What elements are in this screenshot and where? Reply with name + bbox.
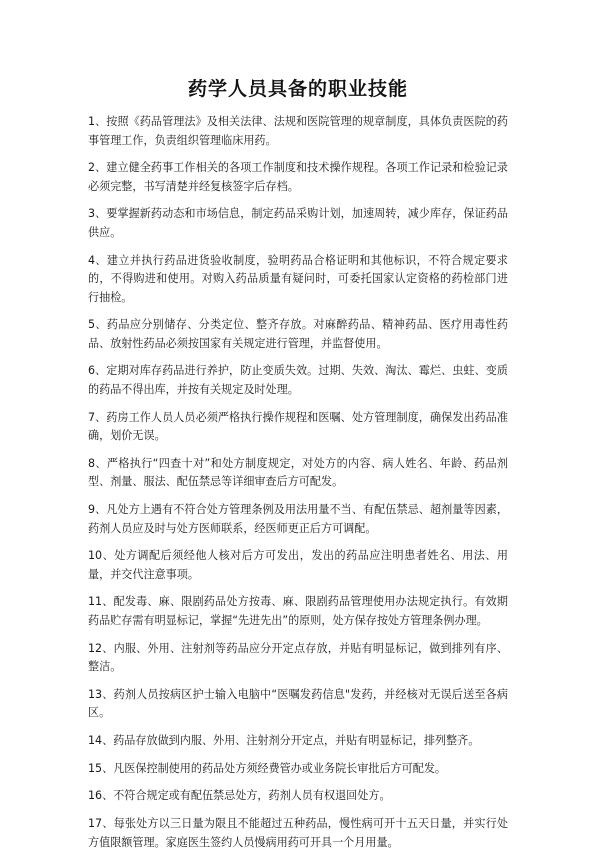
regulation-item: 13、药剂人员按病区护士输入电脑中“医嘱发药信息"发药，并经核对无误后送至各病区。 [88,687,508,720]
regulation-item: 12、内服、外用、注射剂等药品应分开定点存放，并贴有明显标记，做到排列有序、整洁。 [88,641,508,674]
regulation-item: 7、药房工作人员人员必须严格执行操作规程和医嘱、处方管理制度，确保发出药品准确，划价无误。 [88,410,508,443]
regulation-item: 8、严格执行“四查十对”和处方制度规定，对处方的内容、病人姓名、年龄、药品剂型、剂量、服法、配伍禁忌等详细审查后方可配发。 [88,456,508,489]
regulation-item: 16、不符合规定或有配伍禁忌处方，药剂人员有权退回处方。 [88,789,391,803]
regulation-item: 3、要掌握新药动态和市场信息，制定药品采购计划，加速周转，减少库存，保证药品供应。 [88,207,508,239]
regulation-item: 10、处方调配后须经他人核对后方可发出，发出的药品应注明患者姓名、用法、用量，并交代注意事项。 [88,549,508,581]
regulation-item: 1、按照《药品管理法》及相关法律、法规和医院管理的规章制度，具体负责医院的药事管理工作，负责组织管理临床用药。 [88,115,508,147]
document-title: 药学人员具备的职业技能 [187,78,408,100]
regulation-item: 5、药品应分别储存、分类定位、整齐存放。对麻醉药品、精神药品、医疗用毒性药品、放射性药品必须按国家有关规定进行管理，并监督使用。 [88,318,508,350]
regulation-item: 11、配发毒、麻、限剧药品处方按毒、麻、限剧药品管理使用办法规定执行。有效期药品贮存需有明显标记，掌握“先进先出”的原则，处方保存按处方管理条例办理。 [88,595,508,627]
regulation-item: 14、药品存放做到内服、外用、注射剂分开定点，并贴有明显标记，排列整齐。 [88,733,480,747]
regulation-item: 4、建立并执行药品进货验收制度，验明药品合格证明和其他标识，不符合规定要求的，不得购进和使用。对购入药品质量有疑问时，可委托国家认定资格的药检部门进行抽检。 [88,253,508,304]
regulation-list [88,113,508,852]
regulation-item: 17、每张处方以三日量为限且不能超过五种药品，慢性病可开十五天日量，并实行处方值限额管理。家庭医生签约人员慢病用药可开具一个月用量。 [88,817,508,849]
regulation-item: 15、凡医保控制使用的药品处方须经费管办或业务院长审批后方可配发。 [88,761,447,775]
regulation-item: 6、定期对库存药品进行养护，防止变质失效。过期、失效、淘汰、霉烂、虫蛀、变质的药品不得出库，并按有关规定及时处理。 [88,364,508,396]
regulation-item: 2、建立健全药事工作相关的各项工作制度和技术操作规程。各项工作记录和检验记录必须完整，书写清楚并经复核签字后存档。 [88,161,508,193]
regulation-item: 9、凡处方上遇有不符合处方管理条例及用法用量不当、有配伍禁忌、超剂量等因素，药剂人员应及时与处方医师联系，经医师更正后方可调配。 [88,503,508,535]
